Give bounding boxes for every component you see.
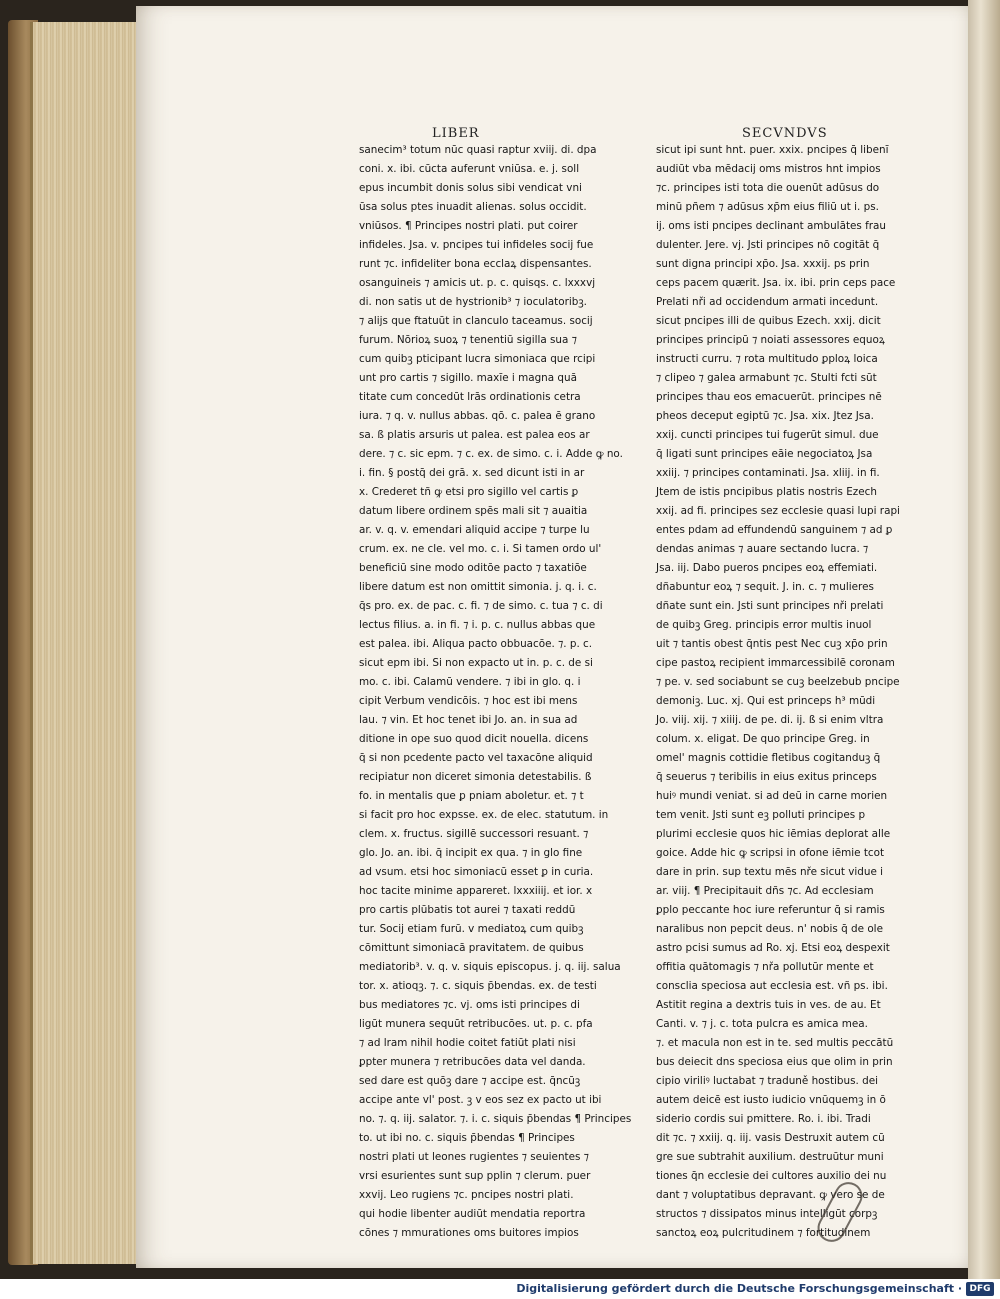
text-line: glo. Jo. an. ibi. q̄ incipit ex qua. ⁊ in glo fine [359,847,583,859]
text-line: runt ⁊c. infideliter bona ecclaꝝ dispensantes. [359,258,592,270]
text-line: lectus filius. a. in fi. ⁊ i. p. c. nullus abbas que [359,619,596,631]
text-line: clem. x. fructus. sigillē successori resuant. ⁊ [359,828,589,840]
text-line: sicut pncipes illi de quibus Ezech. xxij. dicit [656,315,881,327]
text-line: goice. Adde hic ꝙ scripsi in ofone iēmie tcot [656,847,885,859]
text-line: ⁊ alijs que ftatuūt in clanculo taceamus. socij [359,315,593,327]
text-line: sicut ipi sunt hnt. puer. xxix. pncipes q̄ libenī [656,144,889,156]
text-line: ad vsum. etsi hoc simoniacū esset ꝑ in curia. [359,866,594,878]
text-line: consclia speciosa aut ecclesia est. vñ ps. ibi. [656,980,888,992]
text-line: ūsa solus ptes inuadit alienas. solus occidit. [359,201,587,213]
text-line: xxij. cuncti principes tui fugerūt simul. due [656,429,879,441]
text-line: cōnes ⁊ mmurationes oms buitores impios [359,1227,579,1239]
text-line: bus mediatores ⁊c. vj. oms isti principes di [359,999,580,1011]
text-line: principes thau eos emacuerūt. principes nē [656,391,882,403]
text-line: ⁊ ad lram nihil hodie coitet fatiūt plati nisi [359,1037,576,1049]
text-line: coni. x. ibi. cūcta auferunt vniūsa. e. j. soll [359,163,580,175]
text-line: cōmittunt simoniacā pravitatem. de quibus [359,942,584,954]
text-line: ⁊ pe. v. sed sociabunt se cuꝫ beelzebub pncipe [656,676,900,688]
text-line: epus incumbit donis solus sibi vendicat vni [359,182,582,194]
text-line: accipe ante vl' post. ꝫ v eos sez ex pacto ut ibi [359,1094,602,1106]
text-line: cipit Verbum vendicōis. ⁊ hoc est ibi mens [359,695,578,707]
text-line: ij. oms isti pncipes declinant ambulātes frau [656,220,887,232]
text-line: Jtem de istis pncipibus platis nostris Ezech [656,486,877,498]
text-line: entes pdam ad effundendū sanguinem ⁊ ad ꝑ [656,524,893,536]
text-line: tur. Socij etiam furū. v mediatoꝝ cum quibꝫ [359,923,584,935]
text-line: Astitit regina a dextris tuis in ves. de au. Et [656,999,881,1011]
running-header-left: LIBER [432,126,480,141]
text-line: nostri plati ut leones rugientes ⁊ seuientes ⁊ [359,1151,589,1163]
text-line: dñate sunt ein. Jsti sunt principes nři prelati [656,600,884,612]
text-line: tor. x. atioqꝫ. ⁊. c. siquis p̄bendas. ex. de testi [359,980,597,992]
text-line: principes principū ⁊ noiati assessores equoꝝ [656,334,885,346]
text-line: vrsi esurientes sunt sup pplin ⁊ clerum. puer [359,1170,591,1182]
text-line: vniūsos. ¶ Principes nostri plati. put coirer [359,220,578,232]
text-line: fo. in mentalis que ꝑ pniam aboletur. et. ⁊ t [359,790,584,802]
text-line: to. ut ibi no. c. siquis p̄bendas ¶ Principes [359,1132,575,1144]
text-line: huiꝰ mundi veniat. si ad deū in carne morien [656,790,888,802]
text-line: tem venit. Jsti sunt eꝫ polluti principes p [656,809,866,821]
text-line: x. Crederet tñ ꝙ etsi pro sigillo vel cartis ꝑ [359,486,579,498]
text-line: dit ⁊c. ⁊ xxiij. q. iij. vasis Destruxit autem cū [656,1132,885,1144]
text-line: iura. ⁊ q. v. nullus abbas. qō. c. palea ē grano [359,410,596,422]
text-line: ⁊ clipeo ⁊ galea armabunt ⁊c. Stulti fcti sūt [656,372,877,384]
text-line: crum. ex. ne cle. vel mo. c. i. Si tamen ordo ul' [359,543,602,555]
text-line: ceps pacem quærit. Jsa. ix. ibi. prin ceps pace [656,277,896,289]
text-line: xxiij. ⁊ principes contaminati. Jsa. xliij. in fi. [656,467,880,479]
text-line: dant ⁊ voluptatibus depravant. ꝙ vero se de [656,1189,885,1201]
text-line: dñabuntur eoꝝ ⁊ sequit. J. in. c. ⁊ mulieres [656,581,874,593]
text-line: si facit pro hoc expsse. ex. de elec. statutum. in [359,809,609,821]
text-line: Jo. viij. xij. ⁊ xiiij. de pe. di. ij. ß si enim vltra [656,714,884,726]
text-line: pro cartis plūbatis tot aurei ⁊ taxati reddū [359,904,576,916]
text-line: Canti. v. ⁊ j. c. tota pulcra es amica mea. [656,1018,868,1030]
text-line: colum. x. eligat. De quo principe Greg. in [656,733,870,745]
text-line: lau. ⁊ vin. Et hoc tenet ibi Jo. an. in sua ad [359,714,578,726]
text-line: ligūt munera sequūt retribucōes. ut. p. c. pfa [359,1018,593,1030]
text-line: hoc tacite minime appareret. lxxxiiij. et ior. x [359,885,593,897]
text-line: beneficiū sine modo oditōe pacto ⁊ taxatiōe [359,562,587,574]
text-line: mediatorib³. v. q. v. siquis episcopus. j. q. iij. salua [359,961,621,973]
text-line: ꝑplo peccante hoc iure referuntur q̄ si ramis [656,904,885,916]
text-line: osanguineis ⁊ amicis ut. p. c. quisqs. c. lxxxvj [359,277,596,289]
text-line: autem deicē est iusto iudicio vnūquemꝫ in ō [656,1094,886,1106]
text-line: mo. c. ibi. Calamū vendere. ⁊ ibi in glo. q. i [359,676,581,688]
text-line: tiones q̄n ecclesie dei cultores auxilio dei nu [656,1170,887,1182]
text-line: q̄ ligati sunt principes eāie negociatoꝝ Jsa [656,448,873,460]
text-line: cum quibꝫ pticipant lucra simoniaca que rcipi [359,353,596,365]
text-line: omel' magnis cottidie fletibus cogitanduꝫ q̄ [656,752,881,764]
text-line: unt pro cartis ⁊ sigillo. maxīe i magna quā [359,372,577,384]
text-line: sanecim³ totum nūc quasi raptur xviij. di. dpa [359,144,597,156]
text-line: titate cum concedūt lrās ordinationis cetra [359,391,581,403]
text-line: recipiatur non diceret simonia detestabilis. ß [359,771,592,783]
text-line: dendas animas ⁊ auare sectando lucra. ⁊ [656,543,869,555]
text-line: instructi curru. ⁊ rota multitudo ꝑploꝝ loica [656,353,878,365]
text-line: Prelati nři ad occidendum armati incedunt. [656,296,879,308]
text-line: ditione in ope suo quod dicit nouella. dicens [359,733,589,745]
text-line: furum. Nōrioꝝ suoꝝ ⁊ tenentiū sigilla sua ⁊ [359,334,577,346]
text-line: sicut epm ibi. Si non expacto ut in. p. c. de si [359,657,593,669]
facing-page-edge [968,0,1000,1279]
text-line: di. non satis ut de hystrionib³ ⁊ ioculatoribꝫ. [359,296,587,308]
running-header-right: SECVNDVS [742,126,828,141]
text-line: libere datum est non omittit simonia. j. q. i. c. [359,581,597,593]
text-line: gre sue subtrahit auxilium. destruūtur muni [656,1151,884,1163]
text-line: ꝑpter munera ⁊ retribucōes data vel danda. [359,1056,586,1068]
text-line: ⁊c. principes isti tota die ouenūt adūsus do [656,182,880,194]
text-line: astro pcisi sumus ad Ro. xj. Etsi eoꝝ despexit [656,942,890,954]
dfg-logo: DFG [966,1282,994,1296]
text-line: q̄ seuerus ⁊ teribilis in eius exitus princeps [656,771,877,783]
text-line: sanctoꝝ eoꝝ pulcritudinem ⁊ fortitudinem [656,1227,871,1239]
text-line: offitia quātomagis ⁊ nřa pollutūr mente et [656,961,874,973]
text-line: datum libere ordinem spēs mali sit ⁊ auaitia [359,505,588,517]
text-line: ⁊. et macula non est in te. sed multis peccātū [656,1037,894,1049]
text-line: q̄s pro. ex. de pac. c. fi. ⁊ de simo. c. tua ⁊ c. di [359,600,603,612]
text-line: pheos deceput egiptū ⁊c. Jsa. xix. Jtez Jsa. [656,410,874,422]
text-line: Jsa. iij. Dabo pueros pncipes eoꝝ effemiati. [656,562,878,574]
right-text-column [656,141,900,1243]
text-line: qui hodie libenter audiūt mendatia reportra [359,1208,586,1220]
left-text-column [359,141,631,1243]
text-line: sunt digna principi xp̄o. Jsa. xxxij. ps prin [656,258,870,270]
text-line: uit ⁊ tantis obest q̄ntis pest Nec cuꝫ xp̄o prin [656,638,888,650]
text-line: cipio viriliꝰ luctabat ⁊ traduně hostibus. dei [656,1075,878,1087]
text-line: plurimi ecclesie quos hic iēmias deplorat alle [656,828,891,840]
text-line: xxij. ad fi. principes sez ecclesie quasi lupi rapi [656,505,900,517]
text-line: minū pñem ⁊ adūsus xp̄m eius filiū ut i. ps. [656,201,879,213]
text-line: sed dare est quōꝫ dare ⁊ accipe est. q̄ncūꝫ [359,1075,581,1087]
text-line: structos ⁊ dissipatos minus intelligūt corpꝫ [656,1208,878,1220]
text-line: q̄ si non pcedente pacto vel taxacōne aliquid [359,752,593,764]
text-line: de quibꝫ Greg. principis error multis inuol [656,619,872,631]
text-line: xxvij. Leo rugiens ⁊c. pncipes nostri plati. [359,1189,574,1201]
text-line: dulenter. Jere. vj. Jsti principes nō cogitāt q̄ [656,239,880,251]
text-line: est palea. ibi. Aliqua pacto obbuacōe. ⁊. p. c. [359,638,593,650]
text-line: cipe pastoꝝ recipient immarcessibilē coronam [656,657,895,669]
text-line: dare in prin. sup textu mēs nře sicut vidue i [656,866,884,878]
text-line: audiūt vba mēdacij oms mistros hnt impios [656,163,881,175]
text-line: siderio cordis sui pmittere. Ro. i. ibi. Tradi [656,1113,871,1125]
text-line: dere. ⁊ c. sic epm. ⁊ c. ex. de simo. c. i. Adde ꝙ no. [359,448,623,460]
footer-bar [0,1279,1000,1299]
text-line: bus deiecit dns speciosa eius que olim in prin [656,1056,893,1068]
text-line: ar. viij. ¶ Precipitauit dñs ⁊c. Ad ecclesiam [656,885,874,897]
text-line: no. ⁊. q. iij. salator. ⁊. i. c. siquis p̄bendas ¶ Principes [359,1113,632,1125]
text-line: sa. ß platis arsuris ut palea. est palea eos ar [359,429,590,441]
funding-credit: Digitalisierung gefördert durch die Deutsche Forschungsgemeinschaft · [516,1282,962,1295]
text-line: i. fin. § postq̄ dei grā. x. sed dicunt isti in ar [359,467,585,479]
text-line: naralibus non pepcit deus. n' nobis q̄ de ole [656,923,883,935]
printed-page [136,6,972,1268]
text-line: infideles. Jsa. v. pncipes tui infideles socij fue [359,239,594,251]
text-line: demoniꝫ. Luc. xj. Qui est princeps h³ mūdi [656,695,876,707]
text-line: ar. v. q. v. emendari aliquid accipe ⁊ turpe lu [359,524,590,536]
